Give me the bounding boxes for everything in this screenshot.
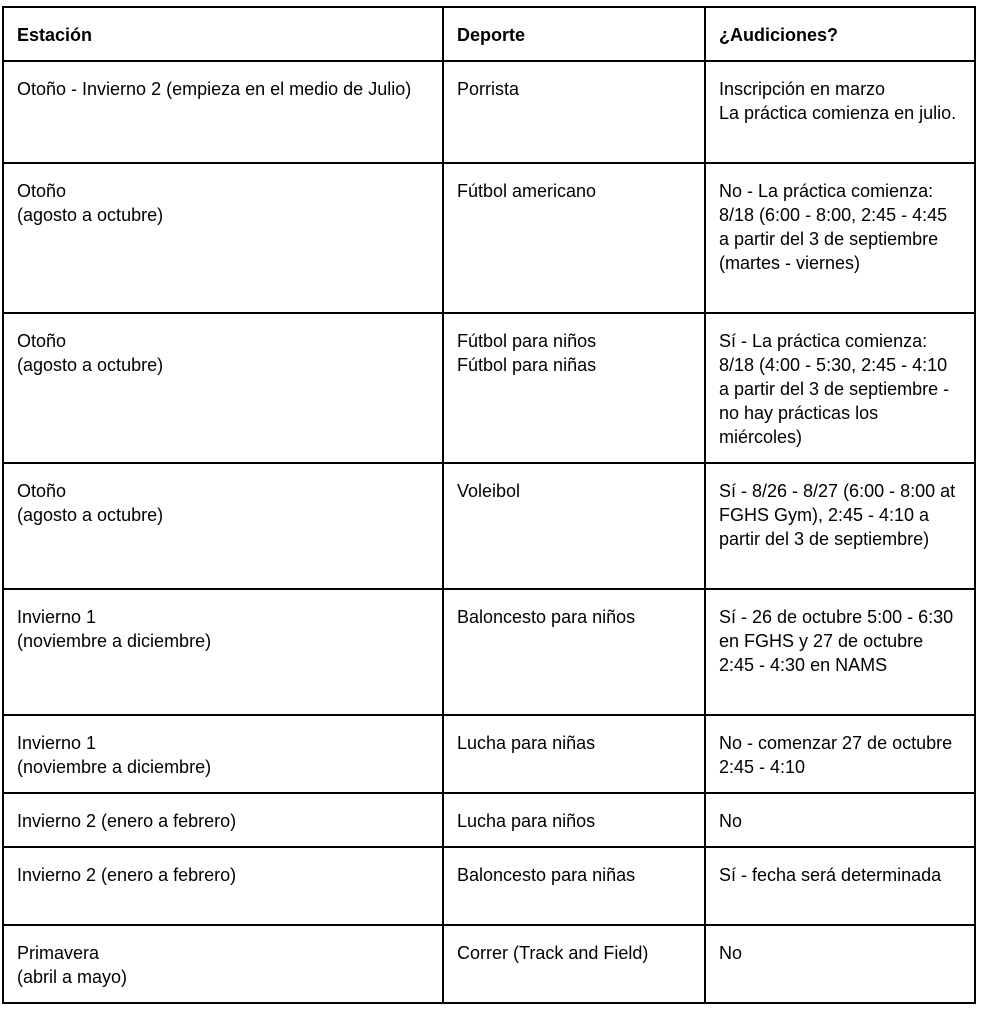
season-cell: Otoño - Invierno 2 (empieza en el medio de Julio) <box>3 61 443 163</box>
season-cell: Primavera (abril a mayo) <box>3 925 443 1003</box>
table-row <box>3 793 975 847</box>
table-row <box>3 847 975 925</box>
sports-table <box>2 6 976 1004</box>
tryouts-cell: No - La práctica comienza: 8/18 (6:00 - 8:00, 2:45 - 4:45 a partir del 3 de septiembre (martes - viernes) <box>705 163 975 313</box>
header-season: Estación <box>3 7 443 61</box>
table-row <box>3 925 975 1003</box>
season-cell: Invierno 2 (enero a febrero) <box>3 847 443 925</box>
tryouts-cell: Inscripción en marzo La práctica comienza en julio. <box>705 61 975 163</box>
sport-cell: Lucha para niños <box>443 793 705 847</box>
table-row <box>3 589 975 715</box>
sport-cell: Porrista <box>443 61 705 163</box>
tryouts-cell: Sí - 26 de octubre 5:00 - 6:30 en FGHS y 27 de octubre 2:45 - 4:30 en NAMS <box>705 589 975 715</box>
season-cell: Otoño (agosto a octubre) <box>3 163 443 313</box>
season-cell: Invierno 1 (noviembre a diciembre) <box>3 589 443 715</box>
tryouts-cell: Sí - La práctica comienza: 8/18 (4:00 - 5:30, 2:45 - 4:10 a partir del 3 de septiembre - no hay prácticas los miércoles) <box>705 313 975 463</box>
tryouts-cell: Sí - 8/26 - 8/27 (6:00 - 8:00 at FGHS Gym), 2:45 - 4:10 a partir del 3 de septiembre) <box>705 463 975 589</box>
sport-cell: Lucha para niñas <box>443 715 705 793</box>
sport-cell: Voleibol <box>443 463 705 589</box>
header-row <box>3 7 975 61</box>
sport-cell: Fútbol para niños Fútbol para niñas <box>443 313 705 463</box>
tryouts-cell: No <box>705 925 975 1003</box>
header-tryouts: ¿Audiciones? <box>705 7 975 61</box>
tryouts-cell: Sí - fecha será determinada <box>705 847 975 925</box>
sport-cell: Correr (Track and Field) <box>443 925 705 1003</box>
sport-cell: Baloncesto para niñas <box>443 847 705 925</box>
season-cell: Invierno 2 (enero a febrero) <box>3 793 443 847</box>
table-row <box>3 313 975 463</box>
season-cell: Otoño (agosto a octubre) <box>3 463 443 589</box>
tryouts-cell: No - comenzar 27 de octubre 2:45 - 4:10 <box>705 715 975 793</box>
table-row <box>3 163 975 313</box>
header-sport: Deporte <box>443 7 705 61</box>
sport-cell: Baloncesto para niños <box>443 589 705 715</box>
table-row <box>3 61 975 163</box>
table-row <box>3 715 975 793</box>
tryouts-cell: No <box>705 793 975 847</box>
season-cell: Invierno 1 (noviembre a diciembre) <box>3 715 443 793</box>
sport-cell: Fútbol americano <box>443 163 705 313</box>
season-cell: Otoño (agosto a octubre) <box>3 313 443 463</box>
table-row <box>3 463 975 589</box>
